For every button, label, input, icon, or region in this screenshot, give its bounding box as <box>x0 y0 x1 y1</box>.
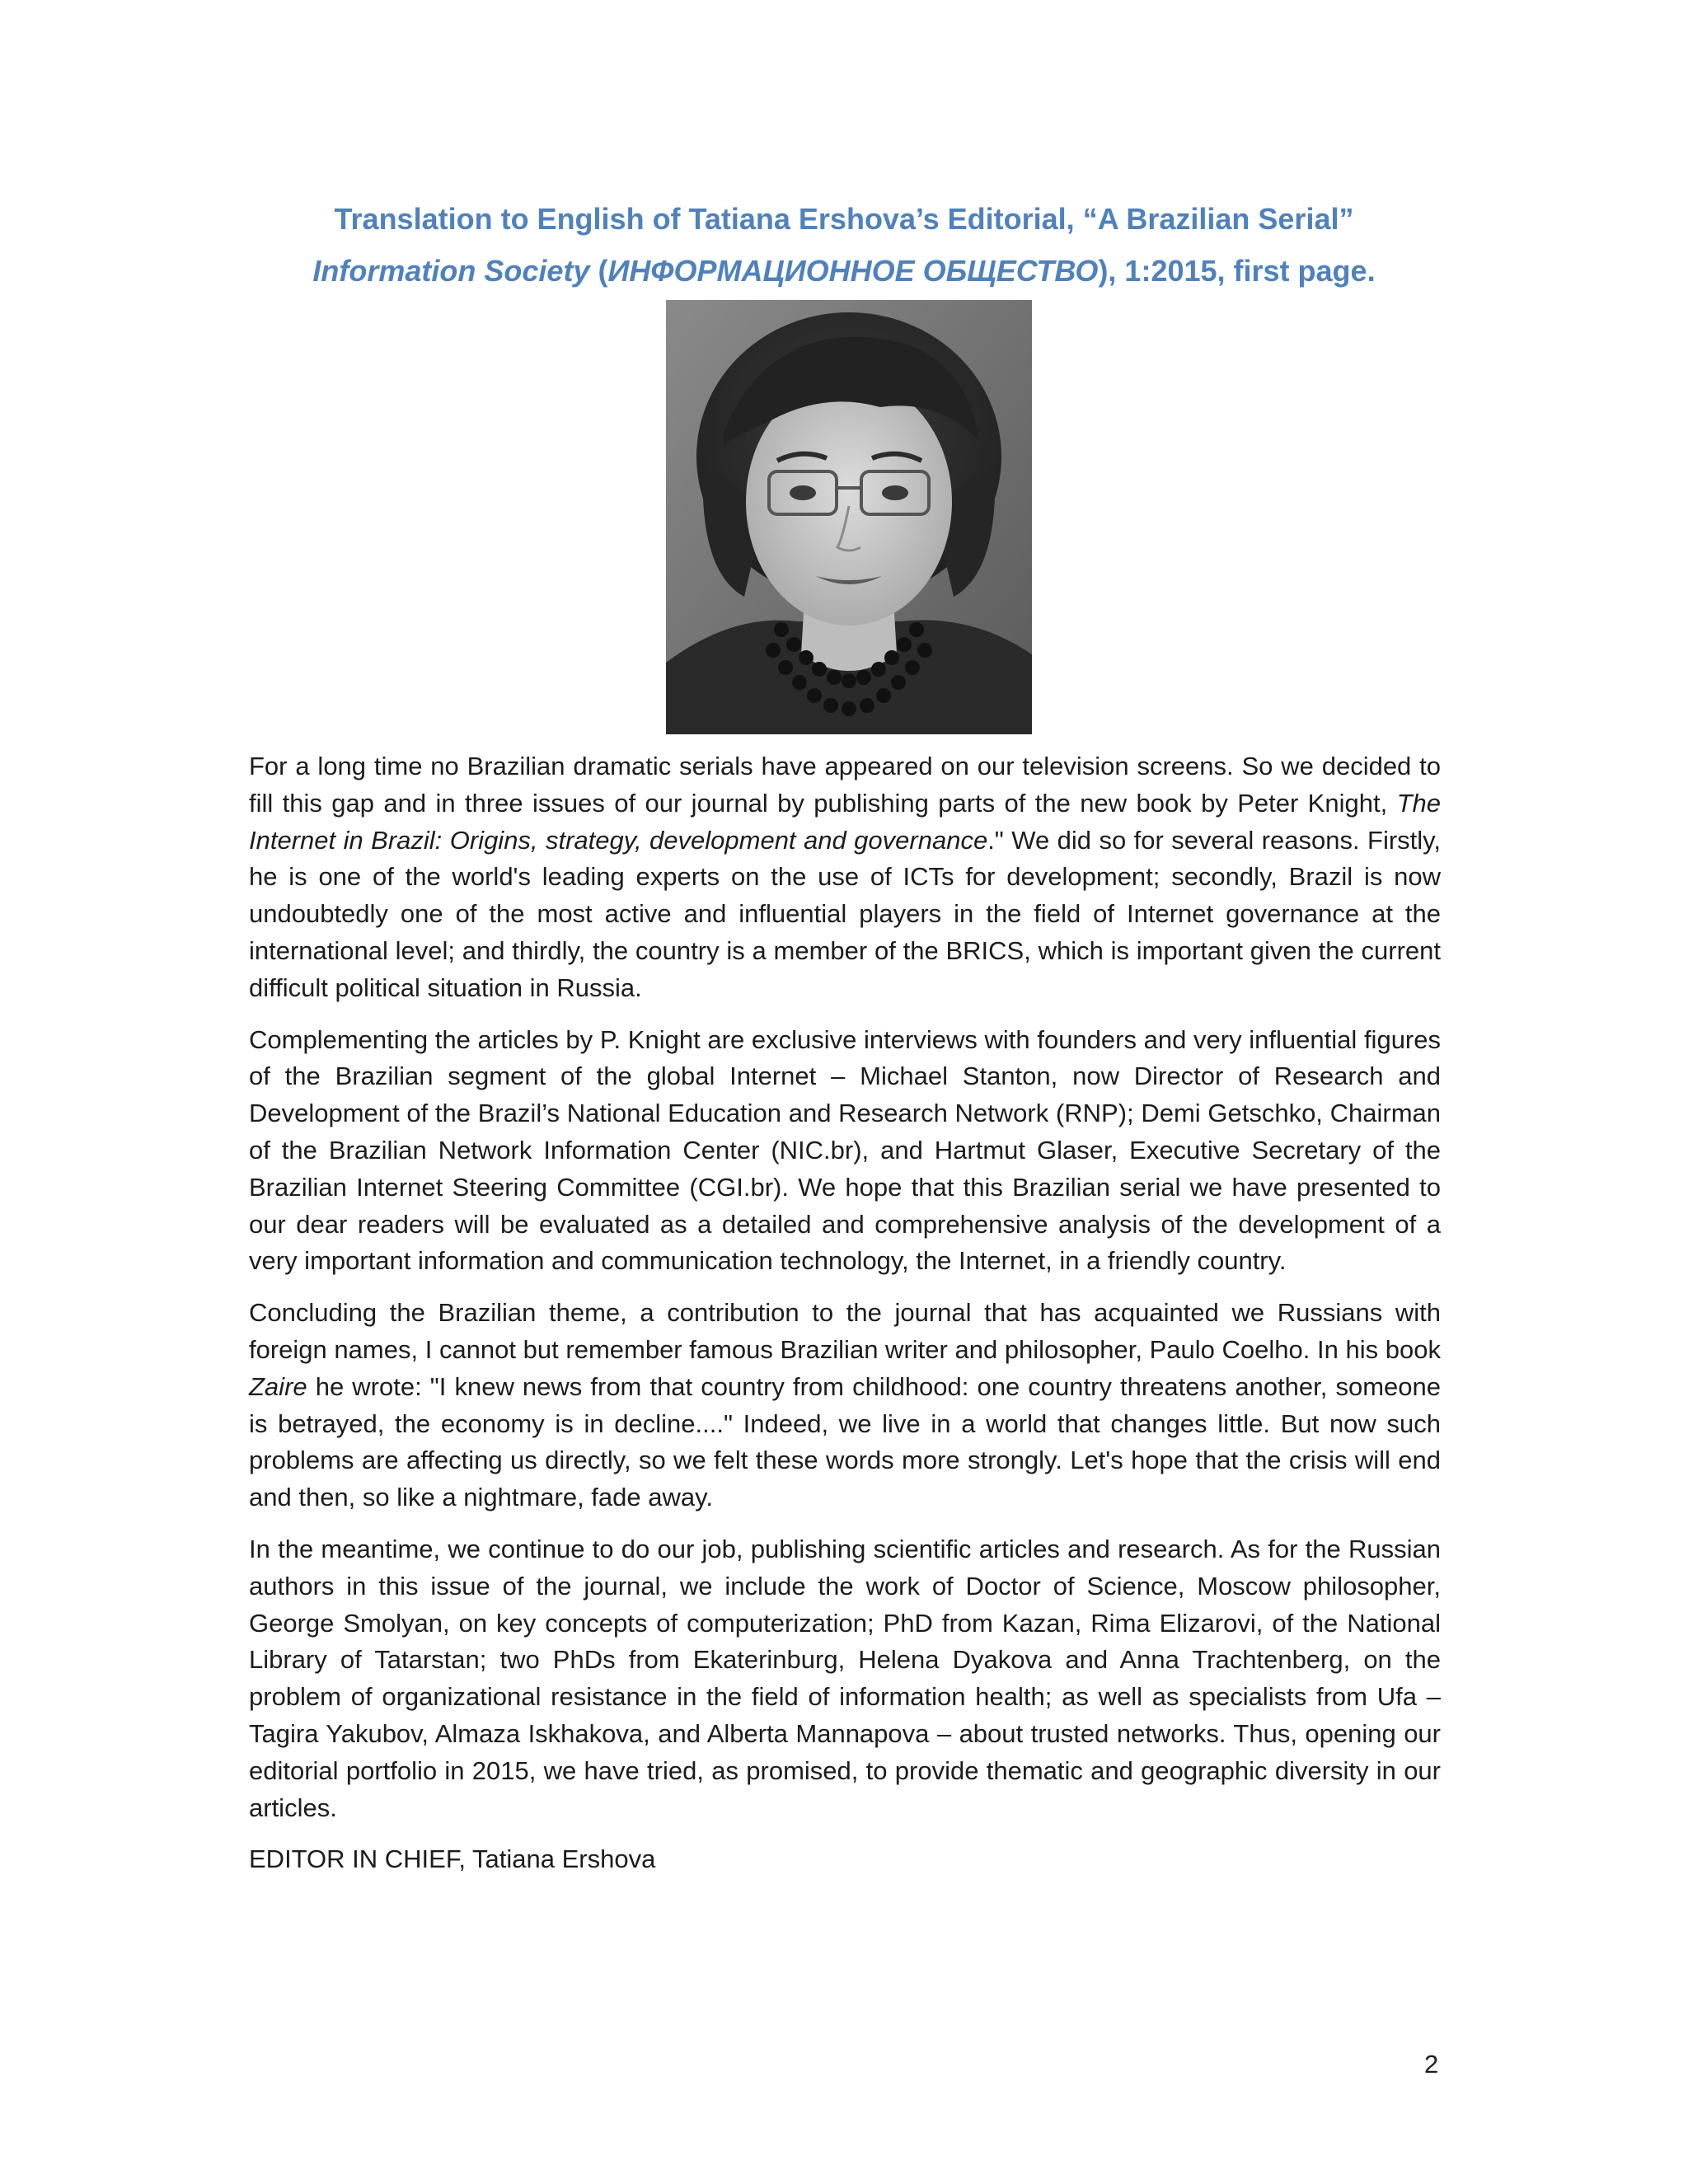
portrait-illustration <box>666 300 1032 734</box>
paragraph-1 <box>249 748 1441 1007</box>
paragraph-3-rest: he wrote: "I knew news from that country from childhood: one country threatens another, someone is betrayed, the economy is in decline...." Indeed, we live in a world that changes little. But now such problems are affecting us directly, so we felt these words more strongly. Let's hope that the crisis will end and then, so like a nightmare, fade away. <box>249 1371 1441 1512</box>
title-line-2 <box>0 253 1688 289</box>
paragraph-3 <box>249 1295 1441 1516</box>
paragraph-3-intro: Concluding the Brazilian theme, a contribution to the journal that has acquainted we Russians with foreign names, I cannot but remember famous Brazilian writer and philosopher, Paulo Coelho. In his book <box>249 1298 1441 1364</box>
paragraph-4: In the meantime, we continue to do our job, publishing scientific articles and research. As for the Russian authors in this issue of the journal, we include the work of Doctor of Science, Moscow philosopher, George Smolyan, on key concepts of computerization; PhD from Kazan, Rima Elizarovi, of the National Library of Tatarstan; two PhDs from Ekaterinburg, Helena Dyakova and Anna Trachtenberg, on the problem of organizational resistance in the field of information health; as well as specialists from Ufa – Tagira Yakubov, Almaza Iskhakova, and Alberta Mannapova – about trusted networks. Thus, opening our editorial portfolio in 2015, we have tried, as promised, to provide thematic and geographic diversity in our articles. <box>249 1534 1441 1822</box>
journal-name: Information Society <box>312 254 590 288</box>
editorial-body <box>249 748 1441 1893</box>
journal-name-russian: ИНФОРМАЦИОННОЕ ОБЩЕСТВО <box>607 254 1099 288</box>
title-line-2-open-paren: ( <box>589 254 608 288</box>
editor-portrait-photo <box>666 300 1032 734</box>
page-number: 2 <box>1424 2050 1439 2079</box>
paragraph-1-rest: ." We did so for several reasons. Firstly, he is one of the world's leading experts on the use of ICTs for development; secondly, Brazil is now undoubtedly one of the most active and influential players in the field of Internet governance at the international level; and thirdly, the country is a member of the BRICS, which is important given the current difficult political situation in Russia. <box>249 825 1441 1002</box>
book-title-zaire: Zaire <box>249 1371 307 1401</box>
paragraph-1-intro: For a long time no Brazilian dramatic serials have appeared on our television screens. So we decided to fill this gap and in three issues of our journal by publishing parts of the new book by Peter Knight, <box>249 752 1441 818</box>
book-title-internet-in-brazil: The Internet in Brazil: Origins, strategy, development and governance <box>249 788 1441 855</box>
title-line-1 <box>0 201 1688 237</box>
title-line-2-rest: ), 1:2015, first page. <box>1098 254 1376 288</box>
paragraph-2: Complementing the articles by P. Knight are exclusive interviews with founders and very influential figures of the Brazilian segment of the global Internet – Michael Stanton, now Director of Research and Development of the Brazil’s National Education and Research Network (RNP); Demi Getschko, Chairman of the Brazilian Network Information Center (NIC.br), and Hartmut Glaser, Executive Secretary of the Brazilian Internet Steering Committee (CGI.br). We hope that this Brazilian serial we have presented to our dear readers will be evaluated as a detailed and comprehensive analysis of the development of a very important information and communication technology, the Internet, in a friendly country. <box>249 1024 1441 1276</box>
signature: EDITOR IN CHIEF, Tatiana Ershova <box>249 1844 656 1874</box>
title-line-1-text: Translation to English of Tatiana Ershova’s Editorial, “A Brazilian Serial” <box>334 202 1354 236</box>
